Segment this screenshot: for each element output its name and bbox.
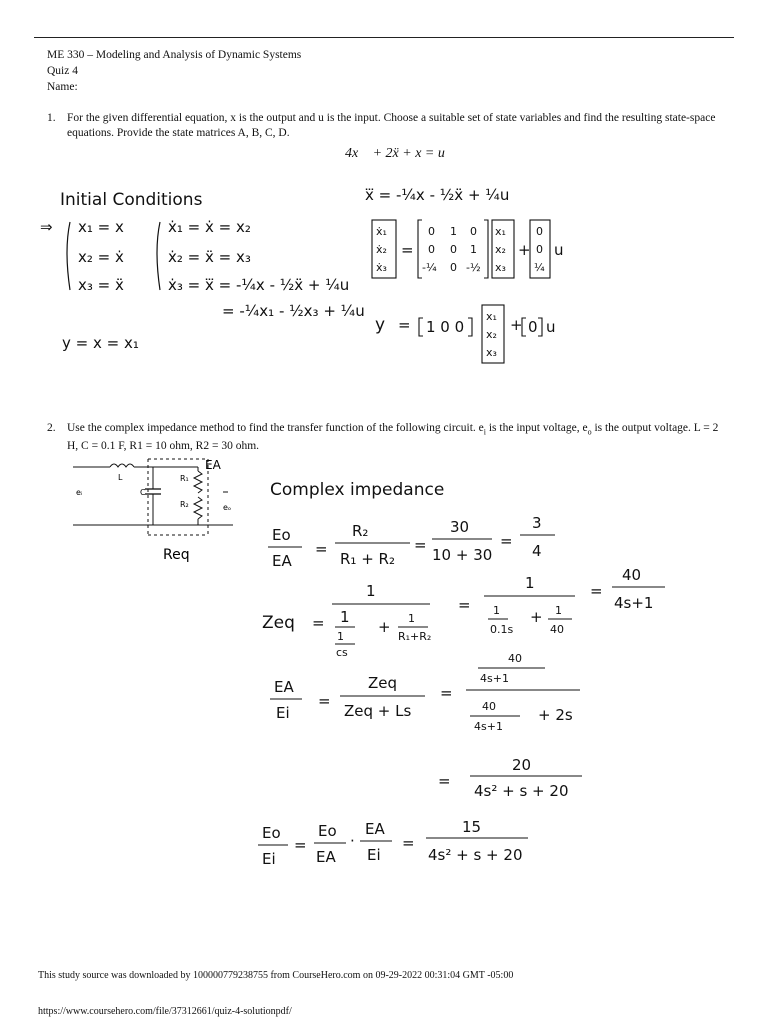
req-label: Req <box>163 547 190 563</box>
svg-text:EA: EA <box>316 848 336 866</box>
question-2 <box>47 421 727 453</box>
svg-text:=: = <box>414 536 427 554</box>
x3dot-cont: = -¼x₁ - ½x₃ + ¼u <box>222 302 365 320</box>
lhs-3: ẋ₃ <box>376 261 387 274</box>
ea-ei-ratio <box>270 652 580 733</box>
svg-text:40: 40 <box>482 700 496 713</box>
question-number: 2. <box>47 422 56 434</box>
zeq-expression <box>262 566 665 659</box>
c-row: 1 0 0 <box>426 318 465 336</box>
svg-text:4s² + s + 20: 4s² + s + 20 <box>428 846 523 864</box>
quiz-title: Quiz 4 <box>47 65 78 77</box>
svg-text:1: 1 <box>337 630 344 643</box>
x1dot-def: ẋ₁ = ẋ = x₂ <box>168 218 251 236</box>
xv3: x₃ <box>495 261 506 274</box>
eq-sign: = <box>401 241 414 259</box>
svg-text:+: + <box>530 608 543 626</box>
svg-text:10 + 30: 10 + 30 <box>432 546 493 564</box>
a12: 1 <box>450 225 457 238</box>
capacitor-label: C <box>140 488 146 497</box>
svg-text:R₁ + R₂: R₁ + R₂ <box>340 550 395 568</box>
x3dot-def: ẋ₃ = x⃛ = -¼x - ½ẍ + ¼u <box>168 276 350 294</box>
name-label: Name: <box>47 81 78 93</box>
a23: 1 <box>470 243 477 256</box>
svg-text:=: = <box>315 540 328 558</box>
output-equation <box>375 305 556 363</box>
svg-text:+ 2s: + 2s <box>538 706 573 724</box>
xo1: x₁ <box>486 310 497 323</box>
svg-text:1: 1 <box>555 604 562 617</box>
svg-text:R₁+R₂: R₁+R₂ <box>398 630 432 643</box>
b1: 0 <box>536 225 543 238</box>
svg-text:Eo: Eo <box>272 526 291 544</box>
svg-text:4s+1: 4s+1 <box>614 594 654 612</box>
inductor-coil <box>110 464 134 467</box>
x2dot-def: ẋ₂ = ẍ = x₃ <box>168 248 251 266</box>
svg-text:R₂: R₂ <box>352 522 369 540</box>
arrow-icon: ⇒ <box>40 218 53 236</box>
a33: -½ <box>466 261 481 274</box>
svg-text:Ei: Ei <box>262 850 276 868</box>
x2-def: x₂ = ẋ <box>78 248 124 266</box>
svg-text:Ei: Ei <box>367 846 381 864</box>
svg-text:EA: EA <box>272 552 292 570</box>
a31: -¼ <box>422 261 437 274</box>
a21: 0 <box>428 243 435 256</box>
svg-text:0.1s: 0.1s <box>490 623 514 636</box>
r1-label: R₁ <box>180 474 189 483</box>
svg-text:Ei: Ei <box>276 704 290 722</box>
svg-text:40: 40 <box>508 652 522 665</box>
svg-text:=: = <box>438 772 451 790</box>
svg-text:4: 4 <box>532 542 542 560</box>
svg-text:20: 20 <box>512 756 532 774</box>
svg-text:1: 1 <box>340 608 350 626</box>
svg-text:Zeq: Zeq <box>262 613 295 633</box>
source-url[interactable]: https://www.coursehero.com/file/37312661/quiz-4-solutionpdf/ <box>38 1006 292 1017</box>
svg-text:4s+1: 4s+1 <box>474 720 503 733</box>
ei-label: eᵢ <box>76 488 83 497</box>
brace-left <box>67 222 70 290</box>
y-symbol: y <box>375 315 386 335</box>
course-title: ME 330 – Modeling and Analysis of Dynamic Systems <box>47 49 302 61</box>
plus-sign: + <box>518 241 531 259</box>
svg-text:1: 1 <box>408 612 415 625</box>
eo-ea-ratio <box>268 514 555 570</box>
x1-def: x₁ = x <box>78 218 124 236</box>
svg-text:cs: cs <box>336 646 348 659</box>
input-u: u <box>554 241 564 259</box>
differential-equation: 4x⃛ + 2ẍ + x = u <box>345 146 445 161</box>
question-text: For the given differential equation, x is the output and u is the input. Choose a suitable set of state variables and find the resulting state-space equations. Provide the state matrices A, B, C, D. <box>67 112 716 139</box>
svg-text:=: = <box>500 532 513 550</box>
plus-sign-2: + <box>510 316 523 334</box>
svg-text:15: 15 <box>462 818 482 836</box>
solution-2-handwriting <box>0 470 768 890</box>
complex-impedance-heading: Complex impedance <box>270 480 445 500</box>
svg-text:=: = <box>294 836 307 854</box>
ea-label: EA <box>205 458 221 472</box>
svg-text:Eo: Eo <box>262 824 281 842</box>
ea-ei-simplified <box>438 756 582 800</box>
a11: 0 <box>428 225 435 238</box>
svg-text:1: 1 <box>525 574 535 592</box>
brace-middle <box>157 222 160 290</box>
xddd-eq: x⃛ = -¼x - ½ẍ + ¼u <box>365 186 510 204</box>
top-rule <box>34 37 734 38</box>
lhs-1: ẋ₁ <box>376 225 387 238</box>
b3: ¼ <box>534 261 545 274</box>
r2-label: R₂ <box>180 500 189 509</box>
a13: 0 <box>470 225 477 238</box>
svg-text:30: 30 <box>450 518 470 536</box>
svg-text:=: = <box>590 582 603 600</box>
svg-text:Eo: Eo <box>318 822 337 840</box>
svg-text:=: = <box>312 614 325 632</box>
svg-text:4s² + s + 20: 4s² + s + 20 <box>474 782 569 800</box>
d-value: 0 <box>528 318 538 336</box>
a32: 0 <box>450 261 457 274</box>
output-eq: y = x = x₁ <box>62 334 139 352</box>
svg-text:1: 1 <box>493 604 500 617</box>
source-notice: This study source was downloaded by 100000779238755 from CourseHero.com on 09-29-2022 00:31:04 GMT -05:00 <box>38 970 514 981</box>
question-1 <box>47 111 727 143</box>
xo2: x₂ <box>486 328 497 341</box>
eo-label: eₒ <box>223 503 232 512</box>
state-equation <box>372 220 564 278</box>
svg-text:1: 1 <box>366 582 376 600</box>
svg-text:40: 40 <box>622 566 642 584</box>
question-number: 1. <box>47 112 56 124</box>
svg-text:=: = <box>318 692 331 710</box>
input-u-2: u <box>546 318 556 336</box>
svg-text:=: = <box>458 596 471 614</box>
transfer-function <box>258 818 528 868</box>
svg-text:Zeq + Ls: Zeq + Ls <box>344 702 412 720</box>
svg-text:Zeq: Zeq <box>368 674 398 692</box>
b2: 0 <box>536 243 543 256</box>
svg-text:4s+1: 4s+1 <box>480 672 509 685</box>
svg-text:EA: EA <box>274 678 294 696</box>
initial-conditions-heading: Initial Conditions <box>60 190 203 210</box>
svg-text:EA: EA <box>365 820 385 838</box>
lhs-2: ẋ₂ <box>376 243 387 256</box>
xv1: x₁ <box>495 225 506 238</box>
svg-text:3: 3 <box>532 514 542 532</box>
svg-text:=: = <box>440 684 453 702</box>
svg-text:+: + <box>378 618 391 636</box>
xo3: x₃ <box>486 346 497 359</box>
eq-sign-2: = <box>398 316 411 334</box>
svg-text:=: = <box>402 834 415 852</box>
svg-text:·: · <box>350 832 355 850</box>
inductor-label: L <box>118 473 123 482</box>
question-text: Use the complex impedance method to find the transfer function of the following circuit. $e_i$ is the input voltage, $e_o$ is the output voltage. L = 2 H, C = 0.1 F, R1 = 10 ohm, R2 = 30 ohm. <box>67 422 719 453</box>
x3-def: x₃ = ẍ <box>78 276 124 294</box>
a22: 0 <box>450 243 457 256</box>
svg-text:40: 40 <box>550 623 564 636</box>
xv2: x₂ <box>495 243 506 256</box>
